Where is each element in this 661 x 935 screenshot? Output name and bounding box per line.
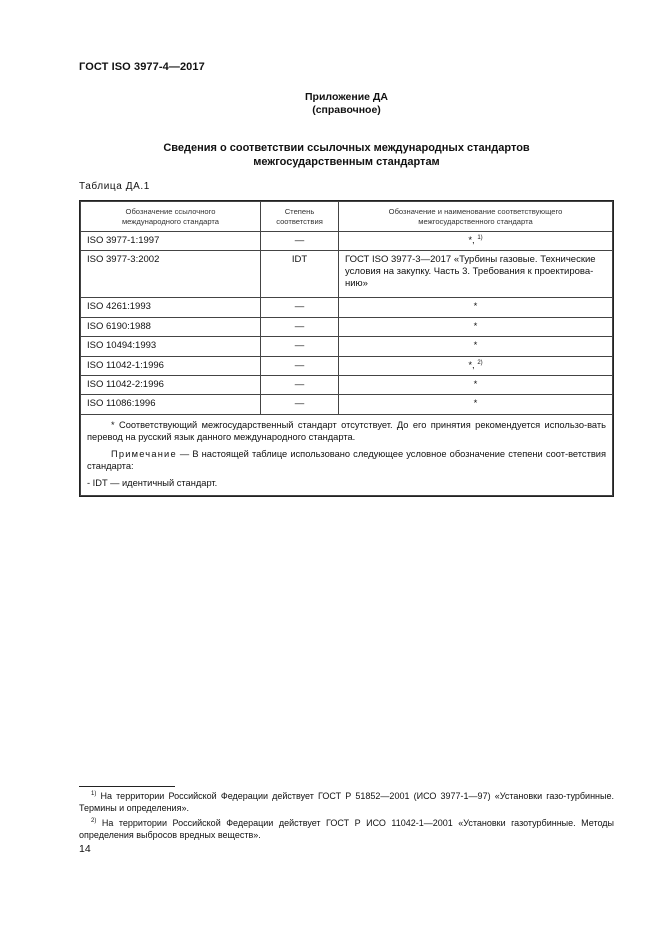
correspondence-table bbox=[79, 200, 614, 497]
national-standard-cell: * bbox=[339, 337, 613, 356]
table-row bbox=[81, 337, 613, 356]
footnote-ref: 2) bbox=[477, 359, 483, 366]
degree-cell: — bbox=[261, 232, 339, 251]
column-header-degree: Степень соответствия bbox=[261, 202, 339, 232]
column-header-national-standard: Обозначение и наименование соответствующего межгосударственного стандарта bbox=[339, 202, 613, 232]
reference-cell: ISO 11086:1996 bbox=[81, 395, 261, 414]
table-row bbox=[81, 395, 613, 414]
table-caption: Таблица ДА.1 bbox=[79, 181, 150, 192]
reference-cell: ISO 11042-1:1996 bbox=[81, 356, 261, 375]
standard-code-header: ГОСТ ISO 3977-4—2017 bbox=[79, 61, 205, 73]
reference-cell: ISO 10494:1993 bbox=[81, 337, 261, 356]
note-degree: Примечание — В настоящей таблице использовано следующее условное обозначение степени соот-ветствия стандарта: bbox=[87, 448, 606, 471]
degree-cell: — bbox=[261, 375, 339, 394]
footnote-2: $^{2)}$ На территории Российской Федерации действует ГОСТ Р ИСО 11042-1—2001 «Установки газотурбинные. Методы определения выбросов вредных веществ». bbox=[79, 818, 614, 840]
footnote-ref: 1) bbox=[477, 234, 483, 241]
table-row bbox=[81, 232, 613, 251]
national-standard-cell: *, $^{2)}$ bbox=[339, 356, 613, 375]
annex-heading-line-1: Сведения о соответствии ссылочных международных стандартов bbox=[163, 142, 530, 154]
table-row bbox=[81, 317, 613, 336]
national-standard-cell: * bbox=[339, 395, 613, 414]
degree-cell: — bbox=[261, 356, 339, 375]
annex-heading-line-2: межгосударственным стандартам bbox=[253, 156, 440, 168]
reference-cell: ISO 3977-3:2002 bbox=[81, 251, 261, 298]
national-standard-cell: *, $^{1)}$ bbox=[339, 232, 613, 251]
table-row bbox=[81, 375, 613, 394]
footnote-1: $^{1)}$ На территории Российской Федерации действует ГОСТ Р 51852—2001 (ИСО 3977-1—97) «Установки газо-турбинные. Термины и определения». bbox=[79, 791, 614, 813]
table-row bbox=[81, 251, 613, 298]
degree-cell: IDT bbox=[261, 251, 339, 298]
table-row bbox=[81, 356, 613, 375]
page-number: 14 bbox=[79, 843, 91, 855]
annex-subtitle: (справочное) bbox=[312, 104, 381, 116]
national-standard-cell: * bbox=[339, 317, 613, 336]
degree-cell: — bbox=[261, 337, 339, 356]
annex-heading bbox=[79, 141, 614, 169]
degree-cell: — bbox=[261, 317, 339, 336]
national-standard-cell: ГОСТ ISO 3977-3—2017 «Турбины газовые. Технические условия на закупку. Часть 3. Требования к проектирова-нию» bbox=[339, 251, 613, 298]
table-notes-row bbox=[81, 414, 613, 495]
table-row bbox=[81, 298, 613, 317]
annex-title: Приложение ДА bbox=[305, 91, 388, 103]
note-label: Примечание bbox=[111, 448, 177, 459]
reference-cell: ISO 3977-1:1997 bbox=[81, 232, 261, 251]
reference-cell: ISO 4261:1993 bbox=[81, 298, 261, 317]
national-standard-cell: * bbox=[339, 375, 613, 394]
degree-cell: — bbox=[261, 298, 339, 317]
national-standard-cell: * bbox=[339, 298, 613, 317]
note-star: * Соответствующий межгосударственный стандарт отсутствует. До его принятия рекомендуется использо-вать перевод на русский язык данного международного стандарта. bbox=[87, 419, 606, 442]
degree-cell: — bbox=[261, 395, 339, 414]
note-idt: - IDT — идентичный стандарт. bbox=[87, 477, 218, 488]
table-header-row bbox=[81, 202, 613, 232]
reference-cell: ISO 11042-2:1996 bbox=[81, 375, 261, 394]
column-header-reference: Обозначение ссылочного международного стандарта bbox=[81, 202, 261, 232]
footnote-separator bbox=[79, 786, 175, 787]
reference-cell: ISO 6190:1988 bbox=[81, 317, 261, 336]
table-notes bbox=[81, 414, 613, 495]
